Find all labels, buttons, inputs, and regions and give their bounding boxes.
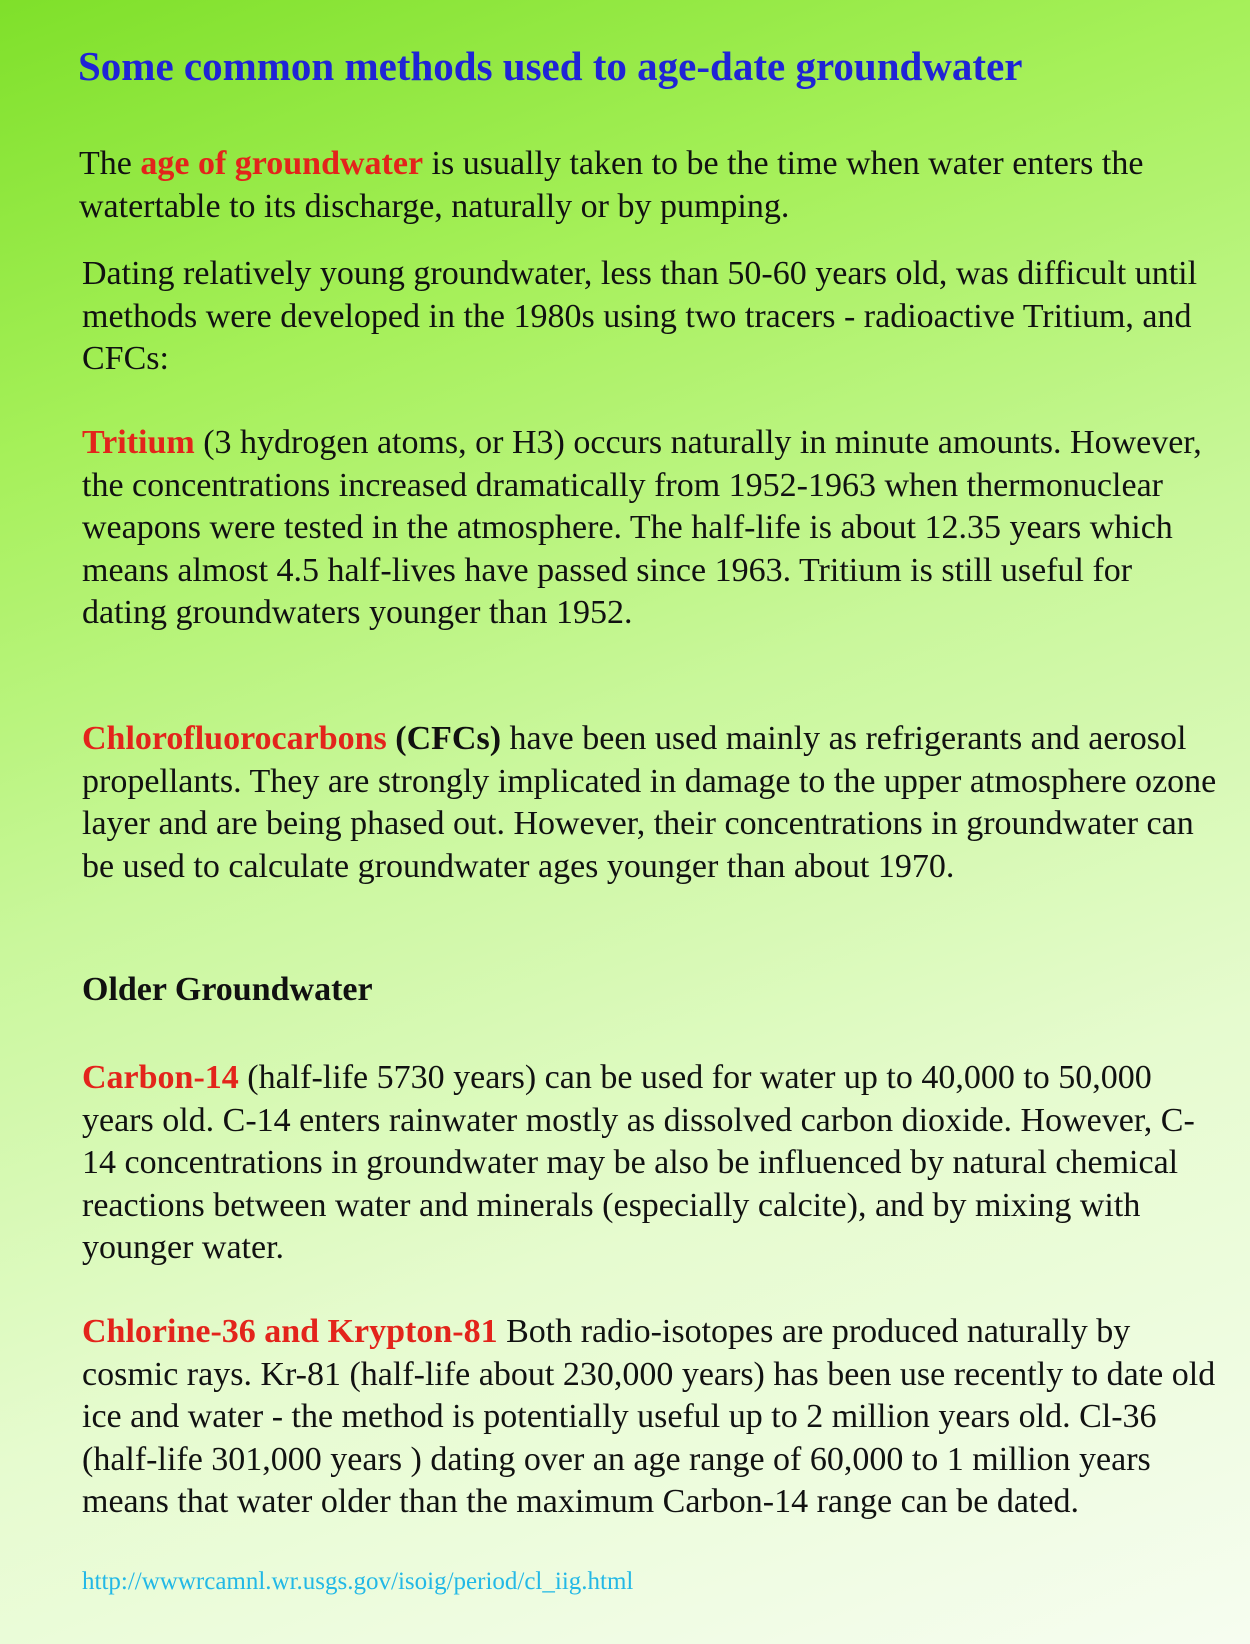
cfc-paragraph <box>82 718 1222 888</box>
carbon14-heading: Carbon-14 <box>82 1059 239 1096</box>
carbon14-paragraph <box>82 1057 1222 1270</box>
chlorine-krypton-heading: Chlorine-36 and Krypton-81 <box>82 1313 498 1350</box>
intro-lead: The <box>79 145 141 182</box>
page-title: Some common methods used to age-date groundwater <box>78 43 1023 89</box>
older-groundwater-heading: Older Groundwater <box>82 971 373 1008</box>
cfc-text: have been used mainly as refrigerants and aerosol propellants. They are strongly implicated in damage to the upper atmosphere ozone layer and are being phased out. However, their concentrations in groundwater can be used to calculate groundwater ages younger than about 1970. <box>82 720 1217 885</box>
tritium-paragraph <box>82 422 1222 635</box>
cfc-heading: Chlorofluorocarbons <box>82 720 387 757</box>
dating-paragraph: Dating relatively young groundwater, less than 50-60 years old, was difficult until methods were developed in the 1980s using two tracers - radioactive Tritium, and CFCs: <box>82 255 1198 377</box>
intro-paragraph <box>79 143 1219 228</box>
carbon14-text: (half-life 5730 years) can be used for water up to 40,000 to 50,000 years old. C-14 enters rainwater mostly as dissolved carbon dioxide. However, C-14 concentrations in groundwater may be also be influenced by natural chemical reactions between water and minerals (especially calcite), and by mixing with younger water. <box>82 1059 1195 1266</box>
tritium-heading: Tritium <box>82 424 195 461</box>
intro-rest: is usually taken to be the time when water enters the watertable to its discharge, naturally or by pumping. <box>79 145 1144 225</box>
chlorine-krypton-text: Both radio-isotopes are produced naturally by cosmic rays. Kr-81 (half-life about 230,000 years) has been use recently to date old ice and water - the method is potentially useful up to 2 million years old. Cl-36 (half-life 301,000 years ) dating over an age range of 60,000 to 1 million years means that water older than the maximum Carbon-14 range can be dated. <box>82 1313 1216 1520</box>
chlorine-krypton-paragraph <box>82 1311 1222 1524</box>
age-of-groundwater-highlight: age of groundwater <box>140 145 424 182</box>
cfc-abbreviation: (CFCs) <box>386 720 502 757</box>
tritium-text: (3 hydrogen atoms, or H3) occurs naturally in minute amounts. However, the concentrations increased dramatically from 1952-1963 when thermonuclear weapons were tested in the atmosphere. The half-life is about 12.35 years which means almost 4.5 half-lives have passed since 1963. Tritium is still useful for dating groundwaters younger than 1952. <box>82 424 1202 631</box>
source-link[interactable]: http://wwwrcamnl.wr.usgs.gov/isoig/period/cl_iig.html <box>82 1568 634 1595</box>
